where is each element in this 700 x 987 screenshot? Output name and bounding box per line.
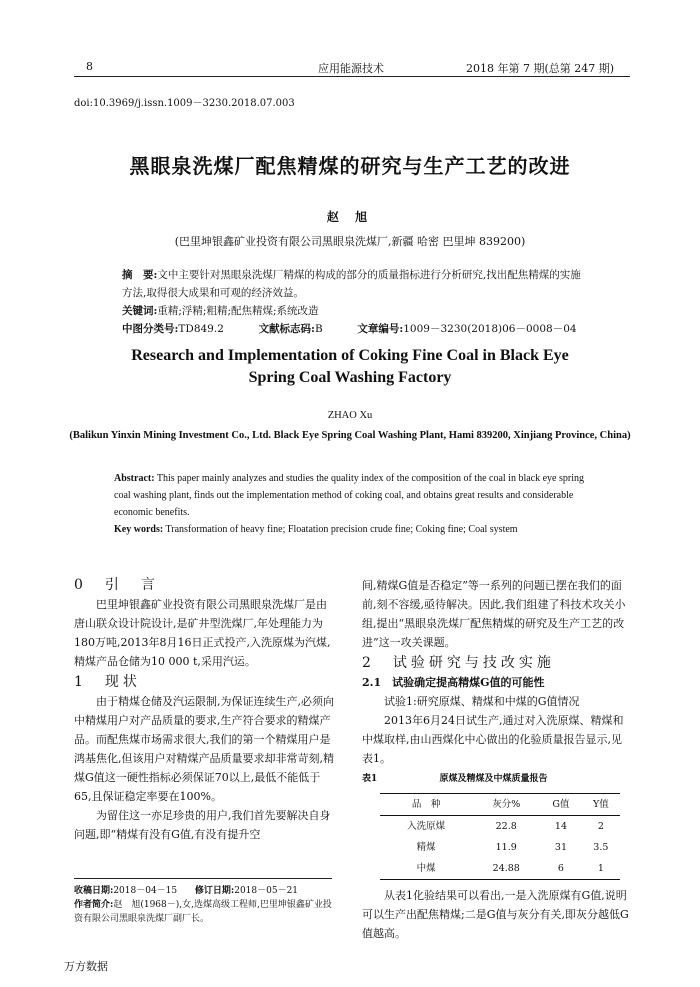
author-cn: 赵 旭 <box>326 210 374 224</box>
keywords-en: Transformation of heavy fine; Floatation precision crude fine; Coking fine; Coal system <box>165 524 518 535</box>
table-caption <box>362 770 630 789</box>
table-cell: 入洗原煤 <box>407 821 446 832</box>
revised-label: 修订日期: <box>194 886 235 896</box>
clc-label: 中图分类号: <box>122 323 179 335</box>
table-header-cell: 灰分% <box>492 799 521 810</box>
doc-code: B <box>314 323 323 335</box>
keywords-cn-label: 关键词: <box>122 305 158 317</box>
abstract-en-label: Abstract: <box>114 473 155 484</box>
author-en: ZHAO Xu <box>327 410 373 421</box>
article-no: 1009－3230(2018)06－0008－04 <box>403 323 577 335</box>
table-cell: 2 <box>597 821 604 832</box>
abstract-cn-label: 摘 要: <box>122 269 158 281</box>
table-title: 原煤及精煤及中煤质量报告 <box>439 774 548 784</box>
table-cell: 24.88 <box>492 863 520 874</box>
table-cell: 14 <box>554 821 567 832</box>
paragraph-test1-detail: 2013年6月24日试生产,通过对入洗原煤、精煤和中煤取样,由山西煤化中心做出的化验质量报告显示,见表1。 <box>362 714 624 765</box>
table-row <box>380 837 620 858</box>
footnote-rule <box>74 878 332 879</box>
page-number: 8 <box>86 60 93 73</box>
section-2-heading: 2 试验研究与技改实施 <box>362 655 555 671</box>
clc: TD849.2 <box>178 323 224 335</box>
header-rule <box>74 76 630 77</box>
abstract-en <box>114 470 594 538</box>
title-en: Research and Implementation of Coking Fine Coal in Black Eye Spring Coal Washing Factory <box>131 347 569 386</box>
doc-code-label: 文献标志码: <box>258 323 315 335</box>
table-header-row <box>380 794 620 816</box>
paragraph-test1: 试验1:研究原煤、精煤和中煤的G值情况 <box>384 695 580 708</box>
table-header-cell: Y值 <box>592 799 609 810</box>
affiliation-cn: (巴里坤银鑫矿业投资有限公司黑眼泉洗煤厂,新疆 哈密 巴里坤 839200) <box>174 235 526 248</box>
table-cell: 31 <box>554 842 567 853</box>
abstract-cn <box>122 266 588 338</box>
paragraph-table-conclusion: 从表1化验结果可以看出,一是入洗原煤有G值,说明可以生产出配焦精煤;二是G值与灰分有关,即灰分越低G值越高。 <box>362 889 629 940</box>
table-header-cell: 品 种 <box>411 799 441 810</box>
table-cell: 3.5 <box>593 842 609 853</box>
keywords-cn: 重精;浮精;粗精;配焦精煤;系统改造 <box>157 305 319 317</box>
table-cell: 6 <box>557 863 564 874</box>
paragraph-intro: 巴里坤银鑫矿业投资有限公司黑眼泉洗煤厂是由唐山联众设计院设计,是矿井型洗煤厂,年处理能力为180万吨,2013年8月16日正式投产,入洗原煤为汽煤,精煤产品仓储为10 000 t,采用汽运。 <box>74 598 331 668</box>
article-no-label: 文章编号: <box>357 323 404 335</box>
table-label: 表1 <box>362 774 378 784</box>
abstract-cn-text: 文中主要针对黑眼泉洗煤厂精煤的构成的部分的质量指标进行分析研究,找出配焦精煤的实施方法,取得很大成果和可观的经济效益。 <box>122 269 581 299</box>
footnote <box>74 884 332 926</box>
keywords-en-label: Key words: <box>114 524 164 535</box>
section-1-heading: 1 现状 <box>74 674 141 690</box>
subsection-2-1-heading: 2.1 试验确定提高精煤G值的可能性 <box>362 676 545 689</box>
received-date: 2018－04－15 <box>113 886 178 896</box>
table-cell: 11.9 <box>495 842 517 853</box>
paragraph-status: 由于精煤仓储及汽运限制,为保证连续生产,必须向中精煤用户对产品质量的要求,生产符合要求的精煤产品。而配焦煤市场需求很大,我们的第一个精煤用户是鸿基焦化,但该用户对精煤产品质量要求却非常苛刻,精煤G值这一硬性指标必须保证70以上,最低不能低于65,且保证稳定率要在100%。 <box>74 695 334 803</box>
table-cell: 1 <box>597 863 604 874</box>
watermark: 万方数据 <box>64 960 108 973</box>
table-row <box>380 816 620 838</box>
affiliation-en: (Balikun Yinxin Mining Investment Co., Ltd. Black Eye Spring Coal Washing Plant, Hami 839200, Xinjiang Province, China) <box>69 430 631 441</box>
author-bio: 赵 旭(1968－),女,选煤高级工程师,巴里坤银鑫矿业投资有限公司黑眼泉洗煤厂副厂长。 <box>74 900 332 924</box>
bio-label: 作者简介: <box>74 900 114 910</box>
doi: doi:10.3969/j.issn.1009－3230.2018.07.003 <box>74 98 295 109</box>
revised-date: 2018－05－21 <box>234 886 299 896</box>
received-label: 收稿日期: <box>74 886 114 896</box>
section-0-heading: 0 引 言 <box>74 577 159 593</box>
table-1 <box>380 793 620 880</box>
table-header-cell: G值 <box>552 799 570 810</box>
abstract-en-text: This paper mainly analyzes and studies the quality index of the composition of the coal in black eye spring coal washing plant, finds out the implementation method of coking coal, and obtains great results and considerable economic benefits. <box>114 473 584 518</box>
left-column <box>74 576 336 844</box>
table-cell: 22.8 <box>495 821 517 832</box>
journal-issue: 2018 年第 7 期(总第 247 期) <box>466 62 615 75</box>
paragraph-cont: 间,精煤G值是否稳定”等一系列的问题已摆在我们的面前,刻不容缓,亟待解决。因此,我们组建了科技术攻关小组,提出“黑眼泉洗煤厂配焦精煤的研究及生产工艺的改进”这一攻关课题。 <box>362 579 626 649</box>
table-cell: 中煤 <box>416 863 436 874</box>
title-cn: 黑眼泉洗煤厂配焦精煤的研究与生产工艺的改进 <box>129 154 571 178</box>
table-cell: 精煤 <box>416 842 436 853</box>
journal-name: 应用能源技术 <box>318 62 384 75</box>
table-row <box>380 858 620 880</box>
right-column <box>362 576 630 943</box>
paragraph-user: 为留住这一亦足珍贵的用户,我们首先要解决自身问题,即“精煤有没有G值,有没有提升空 <box>74 809 331 841</box>
